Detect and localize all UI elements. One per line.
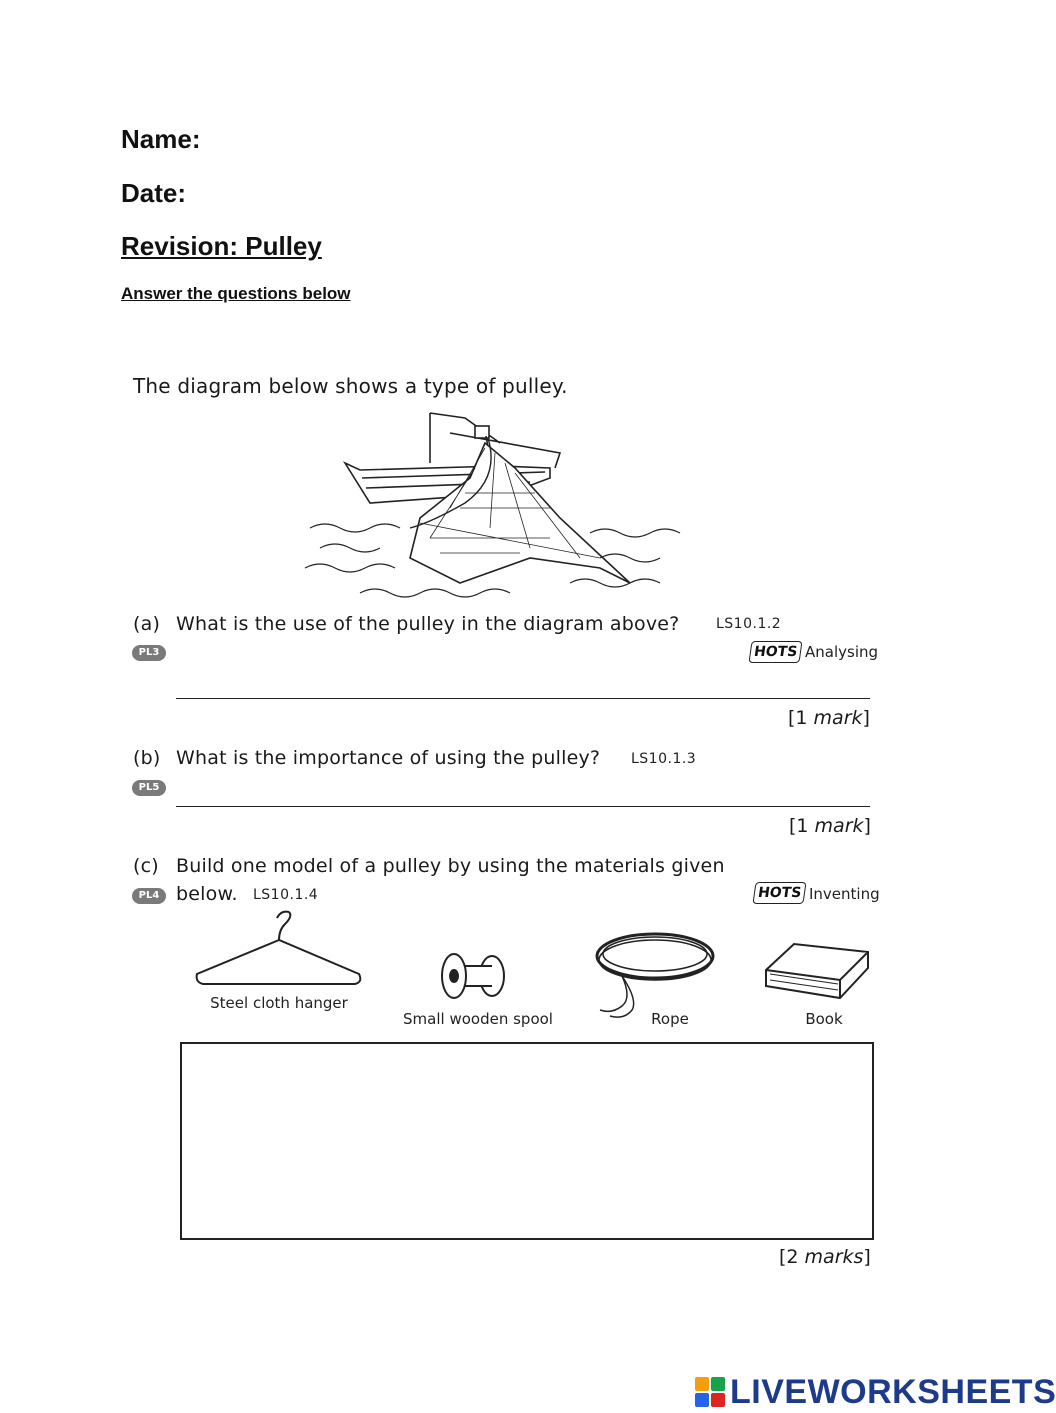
question-a-pl-badge: PL3 bbox=[132, 645, 166, 661]
spool-icon bbox=[436, 952, 508, 1002]
question-b-marks: [1 mark] bbox=[789, 815, 871, 837]
question-a-text: What is the use of the pulley in the diagram above? bbox=[176, 613, 680, 635]
question-b-code: LS10.1.3 bbox=[631, 751, 697, 767]
question-a-marks: [1 mark] bbox=[788, 707, 870, 729]
material-label-book: Book bbox=[805, 1010, 843, 1028]
question-a-code: LS10.1.2 bbox=[716, 616, 782, 632]
date-label: Date: bbox=[121, 178, 187, 208]
material-label-spool: Small wooden spool bbox=[403, 1010, 553, 1028]
material-label-hanger: Steel cloth hanger bbox=[210, 994, 348, 1012]
fishing-boat-pulley-illustration bbox=[300, 408, 710, 603]
question-c-label: (c) bbox=[133, 855, 159, 877]
answer-box-c[interactable] bbox=[180, 1042, 874, 1240]
question-b-text: What is the importance of using the pulley? bbox=[176, 747, 601, 769]
hanger-icon bbox=[193, 912, 365, 992]
name-label: Name: bbox=[121, 124, 201, 154]
instruction: Answer the questions below bbox=[121, 284, 351, 303]
question-c-text-line1: Build one model of a pulley by using the materials given bbox=[176, 855, 725, 877]
intro-text: The diagram below shows a type of pulley. bbox=[133, 374, 568, 398]
page-title: Revision: Pulley bbox=[121, 231, 322, 261]
answer-line-a[interactable] bbox=[176, 698, 870, 699]
question-b-label: (b) bbox=[133, 747, 161, 769]
question-c-code: LS10.1.4 bbox=[253, 887, 319, 903]
question-a-skill: Analysing bbox=[805, 643, 879, 661]
question-c-text-line2: below. bbox=[176, 883, 238, 905]
question-a-hots-badge: HOTS bbox=[748, 641, 802, 663]
question-c-pl-badge: PL4 bbox=[132, 888, 166, 904]
question-c-marks: [2 marks] bbox=[779, 1246, 871, 1268]
question-c-hots-badge: HOTS bbox=[752, 882, 806, 904]
question-a-label: (a) bbox=[133, 613, 161, 635]
answer-line-b[interactable] bbox=[176, 806, 870, 807]
question-b-pl-badge: PL5 bbox=[132, 780, 166, 796]
question-c-skill: Inventing bbox=[809, 885, 880, 903]
material-label-rope: Rope bbox=[651, 1010, 689, 1028]
book-icon bbox=[764, 942, 872, 1000]
liveworksheets-logo-icon bbox=[695, 1377, 727, 1409]
brand-name[interactable]: LIVEWORKSHEETS bbox=[730, 1373, 1056, 1411]
